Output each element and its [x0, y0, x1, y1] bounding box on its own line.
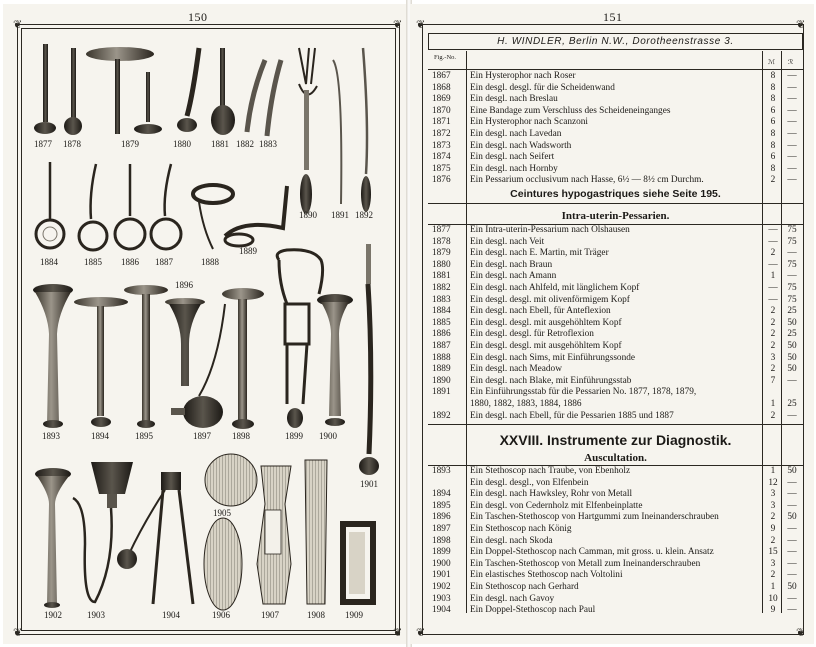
item-description: Eine Bandage zum Verschluss des Scheideneinganges [470, 105, 671, 116]
price-pfennig: — [787, 140, 797, 151]
figure-label: 1886 [121, 257, 139, 267]
figure-label: 1885 [84, 257, 102, 267]
figure-number: 1880 [432, 259, 451, 270]
stethoscope-1895-icon [124, 285, 168, 428]
figure-number: 1878 [432, 236, 451, 247]
item-description: Ein Taschen-Stethoscop von Hartgummi zum Ineinanderschrauben [470, 512, 719, 523]
price-list-section-b [428, 225, 803, 422]
table-row [428, 141, 803, 153]
item-description: Ein desgl. nach Sims, mit Einführungssonde [470, 352, 636, 363]
item-description: Ein Hysterophor nach Roser [470, 71, 576, 81]
pessary-1891-icon [333, 60, 341, 204]
item-description: Ein Doppel-Stethoscop nach Camman, mit gross. u. klein. Ansatz [470, 547, 714, 558]
price-pfennig: 50 [787, 512, 797, 523]
plessimeter-1906-icon [204, 518, 242, 610]
pessary-1883-icon [267, 60, 281, 136]
table-row [428, 376, 803, 388]
figure-label: 1879 [121, 139, 139, 149]
column-header-mark: ℳ [768, 59, 775, 66]
figure-label: 1909 [345, 610, 363, 620]
item-description: Ein desgl. nach Blake, mit Einführungsstab [470, 375, 632, 386]
table-row [428, 237, 803, 249]
item-description: Ein desgl. nach Amann [470, 271, 557, 282]
item-description: Ein Doppel-Stethoscop nach Paul [470, 605, 596, 616]
figure-number: 1881 [432, 271, 451, 282]
table-row [428, 411, 803, 423]
figure-number: 1899 [432, 547, 451, 558]
price-mark: 2 [770, 364, 776, 375]
figure-label: 1877 [34, 139, 52, 149]
table-row [428, 478, 803, 490]
figure-label: 1905 [213, 508, 231, 518]
price-pfennig: 25 [787, 329, 797, 340]
price-mark: 8 [770, 82, 776, 93]
price-pfennig: 50 [787, 466, 797, 476]
price-mark: 1 [770, 466, 776, 476]
price-list-section-a [428, 71, 803, 187]
stethoscope-1902-icon [35, 468, 71, 608]
table-row [428, 164, 803, 176]
item-description: Ein desgl. desgl. mit ausgehöhltem Kopf [470, 340, 622, 351]
price-mark: 8 [770, 71, 776, 81]
figure-number: 1890 [432, 375, 451, 386]
table-row [428, 570, 803, 582]
price-pfennig: — [787, 152, 797, 163]
pessary-1880-icon [177, 48, 199, 132]
item-description: Ein desgl. desgl. für die Scheidenwand [470, 82, 615, 93]
price-mark: 2 [770, 535, 776, 546]
price-mark: — [768, 282, 778, 293]
plessimeter-1909-icon [343, 524, 373, 602]
price-mark: 2 [770, 317, 776, 328]
item-description: Ein desgl. nach Veit [470, 236, 545, 247]
price-mark: 10 [768, 593, 778, 604]
stethoscope-1899-icon [277, 250, 322, 428]
table-row [428, 283, 803, 295]
price-mark: 1 [770, 398, 776, 409]
price-mark: 1 [770, 581, 776, 592]
stethoscope-1900-icon [317, 294, 353, 426]
item-description: Ein Pessarium occlusivum nach Hasse, 6½ — 8½ cm Durchm. [470, 175, 704, 186]
table-row [428, 582, 803, 594]
figure-label: 1906 [212, 610, 230, 620]
price-pfennig: 75 [787, 282, 797, 293]
item-description: Ein Taschen-Stethoscop von Metall zum Ineinanderschrauben [470, 558, 701, 569]
figure-number: 1891 [432, 387, 451, 398]
price-mark: 1 [770, 271, 776, 282]
price-mark: 9 [770, 605, 776, 616]
item-description: Ein Einführungsstab für die Pessarien No. 1877, 1878, 1879, [470, 387, 697, 398]
table-row [428, 225, 803, 237]
plessimeter-1908-icon [305, 460, 327, 604]
item-description: Ein desgl. nach E. Martin, mit Träger [470, 248, 609, 259]
corner-ornament-icon: ❦ [393, 627, 403, 639]
price-pfennig: — [787, 271, 797, 282]
table-row [428, 94, 803, 106]
item-description: Ein elastisches Stethoscop nach Voltolini [470, 570, 623, 581]
figure-number: 1874 [432, 152, 451, 163]
figure-label: 1893 [42, 431, 60, 441]
item-description: Ein desgl. nach Seifert [470, 152, 555, 163]
price-mark: 15 [768, 547, 778, 558]
stethoscope-1898-icon [222, 288, 264, 429]
ceintures-note: Ceintures hypogastriques siehe Seite 195. [510, 188, 721, 200]
price-mark: 3 [770, 558, 776, 569]
figure-number: 1886 [432, 329, 451, 340]
pessary-1888-icon [193, 185, 233, 249]
price-pfennig: 25 [787, 398, 797, 409]
table-header-rule [428, 69, 803, 70]
figure-number: 1903 [432, 593, 451, 604]
price-mark: — [768, 259, 778, 270]
figure-number: 1904 [432, 605, 451, 616]
price-mark: 8 [770, 140, 776, 151]
figure-number: 1869 [432, 94, 451, 105]
pessary-1884-icon [36, 162, 64, 248]
figure-label: 1899 [285, 431, 303, 441]
figure-number: 1897 [432, 523, 451, 534]
publisher-header: H. WINDLER, Berlin N.W., Dorotheenstrasse 3. [428, 33, 803, 50]
item-description: Ein desgl. nach Skoda [470, 535, 553, 546]
figure-number: 1898 [432, 535, 451, 546]
table-row [428, 466, 803, 478]
price-pfennig: — [787, 535, 797, 546]
table-row [428, 364, 803, 376]
pessary-1887-icon [151, 164, 181, 249]
item-description: Ein desgl. nach Ebell, für die Pessarien 1885 und 1887 [470, 410, 674, 421]
table-row [428, 271, 803, 283]
price-mark: 6 [770, 117, 776, 128]
pessary-1892-icon [361, 48, 371, 212]
table-row [428, 605, 803, 617]
price-pfennig: — [787, 605, 797, 616]
figure-number: 1885 [432, 317, 451, 328]
table-row [428, 71, 803, 83]
figure-label: 1880 [173, 139, 191, 149]
figure-number: 1875 [432, 163, 451, 174]
item-description: Ein desgl. desgl. mit ausgehöhltem Kopf [470, 317, 622, 328]
figure-number: 1873 [432, 140, 451, 151]
figure-number: 1888 [432, 352, 451, 363]
item-description: Ein desgl. nach Breslau [470, 94, 558, 105]
item-description: Ein desgl. nach Wadsworth [470, 140, 572, 151]
item-description: Ein desgl. nach Ahlfeld, mit länglichem Kopf [470, 282, 640, 293]
table-row [428, 512, 803, 524]
corner-ornament-icon: ❦ [416, 627, 426, 639]
table-row [428, 129, 803, 141]
figure-number: 1900 [432, 558, 451, 569]
pessary-1879-icon [86, 47, 162, 134]
price-pfennig: — [787, 570, 797, 581]
price-pfennig: — [787, 547, 797, 558]
figure-number: 1892 [432, 410, 451, 421]
figure-number: 1883 [432, 294, 451, 305]
price-pfennig: 75 [787, 236, 797, 247]
stethoscope-1893-icon [33, 284, 73, 428]
right-page [410, 4, 814, 644]
section-rule [428, 203, 803, 204]
price-mark: 2 [770, 570, 776, 581]
price-pfennig: — [787, 500, 797, 511]
figure-label: 1900 [319, 431, 337, 441]
price-pfennig: — [787, 477, 797, 488]
figure-number: 1871 [432, 117, 451, 128]
corner-ornament-icon: ❦ [796, 627, 806, 639]
corner-ornament-icon: ❦ [416, 19, 426, 31]
price-list-section-c [428, 466, 803, 617]
figure-label: 1889 [239, 246, 257, 256]
corner-ornament-icon: ❦ [13, 19, 23, 31]
figure-number: 1895 [432, 500, 451, 511]
figure-number: 1902 [432, 581, 451, 592]
column-header-fig: Fig.-No. [434, 54, 457, 61]
price-pfennig: — [787, 128, 797, 139]
price-pfennig: — [787, 71, 797, 81]
price-pfennig: 50 [787, 581, 797, 592]
figure-number: 1868 [432, 82, 451, 93]
figure-number: 1889 [432, 364, 451, 375]
item-description: Ein Stethoscop nach Traube, von Ebenholz [470, 466, 631, 476]
figure-label: 1883 [259, 139, 277, 149]
pessary-1886-icon [115, 164, 145, 249]
figure-label: 1896 [175, 280, 193, 290]
stethoscope-1903-icon [73, 462, 133, 602]
table-row [428, 501, 803, 513]
corner-ornament-icon: ❦ [13, 627, 23, 639]
figure-number: 1872 [432, 128, 451, 139]
table-row [428, 594, 803, 606]
table-row [428, 117, 803, 129]
table-row [428, 306, 803, 318]
price-mark: 6 [770, 152, 776, 163]
price-mark: 8 [770, 163, 776, 174]
price-mark: 2 [770, 306, 776, 317]
price-mark: 3 [770, 352, 776, 363]
pessary-1881-icon [211, 48, 235, 135]
item-description: Ein desgl. desgl., von Elfenbein [470, 477, 589, 488]
item-description: Ein desgl. nach Hawksley, Rohr von Metall [470, 489, 633, 500]
figure-number: 1877 [432, 225, 451, 235]
figure-number: 1901 [432, 570, 451, 581]
price-pfennig: — [787, 489, 797, 500]
table-row [428, 175, 803, 187]
intra-uterin-title: Intra-uterin-Pessarien. [561, 210, 670, 222]
item-description: 1880, 1882, 1883, 1884, 1886 [470, 398, 582, 409]
table-row [428, 106, 803, 118]
table-row [428, 559, 803, 571]
figure-number: 1893 [432, 466, 451, 476]
price-mark: 2 [770, 248, 776, 259]
figure-label: 1898 [232, 431, 250, 441]
stethoscope-1896-icon [165, 298, 205, 386]
price-mark: 7 [770, 375, 776, 386]
figure-number: 1870 [432, 105, 451, 116]
price-pfennig: — [787, 94, 797, 105]
stethoscope-1901-icon [359, 244, 379, 475]
table-row [428, 341, 803, 353]
item-description: Ein desgl. nach Hornby [470, 163, 558, 174]
price-pfennig: 50 [787, 352, 797, 363]
price-pfennig: — [787, 117, 797, 128]
price-pfennig: — [787, 105, 797, 116]
figure-label: 1901 [360, 479, 378, 489]
item-description: Ein Stethoscop nach König [470, 523, 572, 534]
stethoscope-1894-icon [74, 297, 128, 427]
figure-number: 1879 [432, 248, 451, 259]
plessimeter-1905-icon [205, 454, 257, 506]
price-mark: 3 [770, 489, 776, 500]
price-mark: 2 [770, 175, 776, 186]
figure-label: 1904 [162, 610, 180, 620]
corner-ornament-icon: ❦ [796, 19, 806, 31]
item-description: Ein desgl. desgl. mit olivenförmigem Kopf [470, 294, 630, 305]
price-mark: 2 [770, 340, 776, 351]
figure-label: 1888 [201, 257, 219, 267]
figure-label: 1897 [193, 431, 211, 441]
price-pfennig: 75 [787, 225, 797, 235]
table-row [428, 547, 803, 559]
item-description: Ein desgl. nach Gavoy [470, 593, 555, 604]
figure-label: 1908 [307, 610, 325, 620]
item-description: Ein Stethoscop nach Gerhard [470, 581, 579, 592]
item-description: Ein Hysterophor nach Scanzoni [470, 117, 588, 128]
figure-number: 1882 [432, 282, 451, 293]
figure-label: 1892 [355, 210, 373, 220]
page-number-right: 151 [603, 10, 623, 24]
stethoscope-1904-icon [117, 472, 193, 604]
table-row [428, 524, 803, 536]
pessary-1885-icon [79, 164, 107, 250]
table-row [428, 399, 803, 411]
item-description: Ein desgl. nach Ebell, für Anteflexion [470, 306, 611, 317]
table-row [428, 83, 803, 95]
corner-ornament-icon: ❦ [393, 19, 403, 31]
table-row [428, 329, 803, 341]
figure-label: 1881 [211, 139, 229, 149]
item-description: Ein desgl. desgl. für Retroflexion [470, 329, 594, 340]
price-pfennig: 25 [787, 306, 797, 317]
price-mark: 8 [770, 128, 776, 139]
price-mark: — [768, 294, 778, 305]
figure-number: 1876 [432, 175, 451, 186]
figure-label: 1890 [299, 210, 317, 220]
figure-number: 1887 [432, 340, 451, 351]
price-pfennig: — [787, 82, 797, 93]
price-pfennig: — [787, 248, 797, 259]
price-pfennig: — [787, 593, 797, 604]
price-pfennig: 50 [787, 340, 797, 351]
figure-label: 1895 [135, 431, 153, 441]
price-pfennig: 50 [787, 364, 797, 375]
figure-label: 1887 [155, 257, 173, 267]
table-row [428, 387, 803, 399]
price-mark: 2 [770, 512, 776, 523]
table-row [428, 260, 803, 272]
price-mark: 12 [768, 477, 778, 488]
figure-label: 1903 [87, 610, 105, 620]
table-row [428, 536, 803, 548]
chapter-title: XXVIII. Instrumente zur Diagnostik. [499, 432, 732, 448]
figure-number: 1867 [432, 71, 451, 81]
price-pfennig: — [787, 558, 797, 569]
left-page [3, 4, 408, 644]
price-pfennig: 75 [787, 259, 797, 270]
price-pfennig: 75 [787, 294, 797, 305]
item-description: Ein desgl. nach Lavedan [470, 128, 562, 139]
plessimeter-1907-icon [257, 466, 291, 604]
auscultation-title: Auscultation. [584, 452, 647, 464]
figure-label: 1894 [91, 431, 109, 441]
figure-number: 1896 [432, 512, 451, 523]
price-pfennig: — [787, 175, 797, 186]
instrument-illustrations [3, 4, 408, 644]
table-row [428, 152, 803, 164]
price-mark: — [768, 236, 778, 247]
table-row [428, 353, 803, 365]
price-mark: 3 [770, 500, 776, 511]
column-header-pf: ℛ [788, 59, 794, 66]
price-pfennig: — [787, 163, 797, 174]
price-mark: 2 [770, 410, 776, 421]
figure-label: 1907 [261, 610, 279, 620]
table-row [428, 295, 803, 307]
page-number-left: 150 [188, 10, 208, 24]
engraving-plate [3, 4, 408, 644]
price-mark: 8 [770, 94, 776, 105]
figure-label: 1884 [40, 257, 58, 267]
price-pfennig: — [787, 375, 797, 386]
figure-number: 1894 [432, 489, 451, 500]
price-pfennig: 50 [787, 317, 797, 328]
pessary-1882-icon [247, 60, 265, 132]
figure-number: 1884 [432, 306, 451, 317]
figure-label: 1891 [331, 210, 349, 220]
price-pfennig: — [787, 410, 797, 421]
item-description: Ein desgl. nach Braun [470, 259, 553, 270]
price-mark: 6 [770, 105, 776, 116]
price-pfennig: — [787, 523, 797, 534]
pessary-1878-icon [64, 48, 82, 135]
figure-label: 1878 [63, 139, 81, 149]
price-mark: 9 [770, 523, 776, 534]
pessary-1877-icon [34, 44, 56, 134]
table-row [428, 489, 803, 501]
figure-label: 1882 [236, 139, 254, 149]
item-description: Ein desgl. nach Meadow [470, 364, 562, 375]
pessary-1890-icon [299, 48, 317, 214]
price-mark: 2 [770, 329, 776, 340]
table-row [428, 248, 803, 260]
item-description: Ein desgl. von Cedernholz mit Elfenbeinplatte [470, 500, 643, 511]
section-rule [428, 424, 803, 425]
item-description: Ein Intra-uterin-Pessarium nach Olshausen [470, 225, 630, 235]
table-row [428, 318, 803, 330]
price-mark: — [768, 225, 778, 235]
figure-label: 1902 [44, 610, 62, 620]
